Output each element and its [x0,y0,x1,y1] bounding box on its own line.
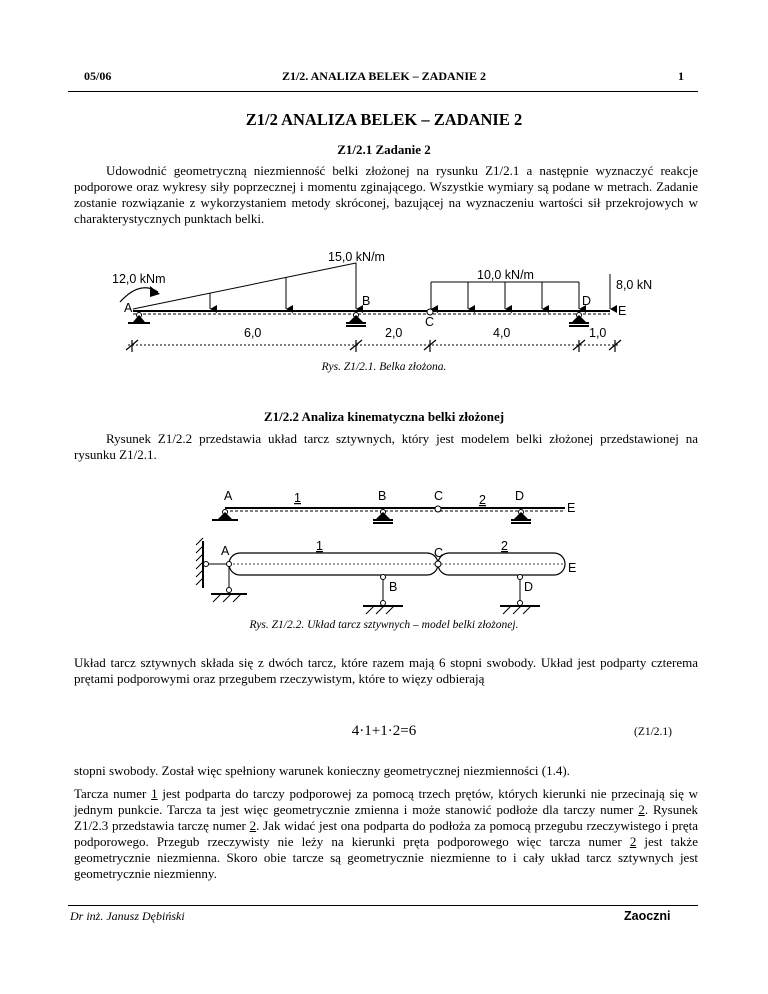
disc-1-label: 1 [316,539,323,553]
disc-2-label: 2 [501,539,508,553]
dimension-label: 2,0 [385,326,403,340]
uniform-load-label: 10,0 kN/m [477,268,534,282]
footer-author: Dr inż. Janusz Dębiński [70,909,185,923]
triangular-load [133,263,356,309]
support-d [569,313,589,327]
hinge-c-model [435,561,441,567]
figure-discs [0,480,768,620]
point-label-e: E [567,501,576,515]
figure-beam [0,245,768,375]
point-label-c: C [425,315,435,329]
support-a [212,510,238,521]
point-label-d: D [582,294,592,308]
figure-2-caption: Rys. Z1/2.2. Układ tarcz sztywnych – model belki złożonej. [249,619,519,631]
footer-rule [68,905,698,906]
page-number: 1 [678,69,684,83]
support-b [373,510,393,524]
paragraph-constraints: Układ tarcz sztywnych składa się z dwóch tarcz, które razem mają 6 stopni swobody. Układ jest podparty czterema prętami podporowymi oraz przegubem rzeczywistym, które to więzy odbierają [74,655,698,686]
point-label-b: B [378,489,387,503]
page-title: Z1/2 ANALIZA BELEK – ZADANIE 2 [245,110,523,129]
point-label-e: E [568,561,577,575]
header-rule [68,91,698,92]
point-label-b: B [362,294,371,308]
point-label-a: A [224,489,233,503]
paragraph-discs: Tarcza numer 1 jest podparta do tarczy podporowej za pomocą trzech prętów, których kierunki nie przecinają się w jednym punkcie. Tarcza ta jest więc geometrycznie zmienna i może stanowić podłoże dla tarczy numer 2. Rysunek Z1/2.3 przedstawia tarczę numer 2. Jak widać jest ona podparta do podłoża za pomocą przegubu rzeczywistego i pręta podporowego. Przegub rzeczywisty nie leży na kierunki pręta podporowego więc tarcza numer 2 jest także geometrycznie niezmienna. Skoro obie tarcze są geometrycznie niezmienne to i cały układ tarcz sztywnych jest geometrycznie niezmienny. [74,786,698,881]
point-label-c: C [434,489,444,503]
section-1-heading: Z1/2.1 Zadanie 2 [337,142,431,157]
triangular-load-label: 15,0 kN/m [328,250,385,264]
point-label-c: C [434,546,444,560]
header-title: Z1/2. ANALIZA BELEK – ZADANIE 2 [281,69,487,83]
section-2-text: Rysunek Z1/2.2 przedstawia układ tarcz sztywnych, który jest modelem belki złożonej przedstawionej na rysunku Z1/2.1. [74,431,698,462]
hinge-c [435,506,441,512]
support-d [511,510,531,524]
point-label-e: E [618,304,627,318]
dimension-label: 4,0 [493,326,511,340]
point-label-a: A [221,544,230,558]
figure-1-caption: Rys. Z1/2.1. Belka złożona. [321,361,447,373]
header-date: 05/06 [84,69,112,83]
uniform-load-arrows [431,282,579,309]
footer-label: Zaoczni [624,909,671,923]
section-2-heading: Z1/2.2 Analiza kinematyczna belki złożonej [263,409,505,424]
dimension-label: 1,0 [589,326,607,340]
point-label-d: D [524,580,534,594]
equation-number: (Z1/2.1) [634,726,673,738]
dimension-label: 6,0 [244,326,262,340]
disc-1-label: 1 [294,491,301,505]
moment-arrowhead [150,286,160,297]
disc-2-label: 2 [479,493,486,507]
support-bar-d [500,575,540,615]
support-b [346,313,366,327]
dimension-ticks [126,340,621,352]
equation: 4·1+1·2=6 [351,723,417,739]
paragraph-condition: stopni swobody. Został więc spełniony warunek konieczny geometrycznej niezmienności (1.4). [74,763,570,778]
point-label-d: D [515,489,525,503]
point-label-b: B [389,580,398,594]
force-label: 8,0 kN [616,278,653,292]
section-1-text: Udowodnić geometryczną niezmienność belki złożonej na rysunku Z1/2.1 a następnie wyznaczyć reakcje podporowe oraz wykresy siły poprzecznej i momentu zginającego. Wszystkie wymiary są podane w metrach. Zadanie zostanie rozwiązanie z wykorzystaniem metody skróconej, bazującej na wyznaczeniu wartości sił przekrojowych w charakterystycznych punktach belki. [74,163,698,226]
moment-label: 12,0 kNm [112,272,166,286]
point-label-a: A [124,301,133,315]
